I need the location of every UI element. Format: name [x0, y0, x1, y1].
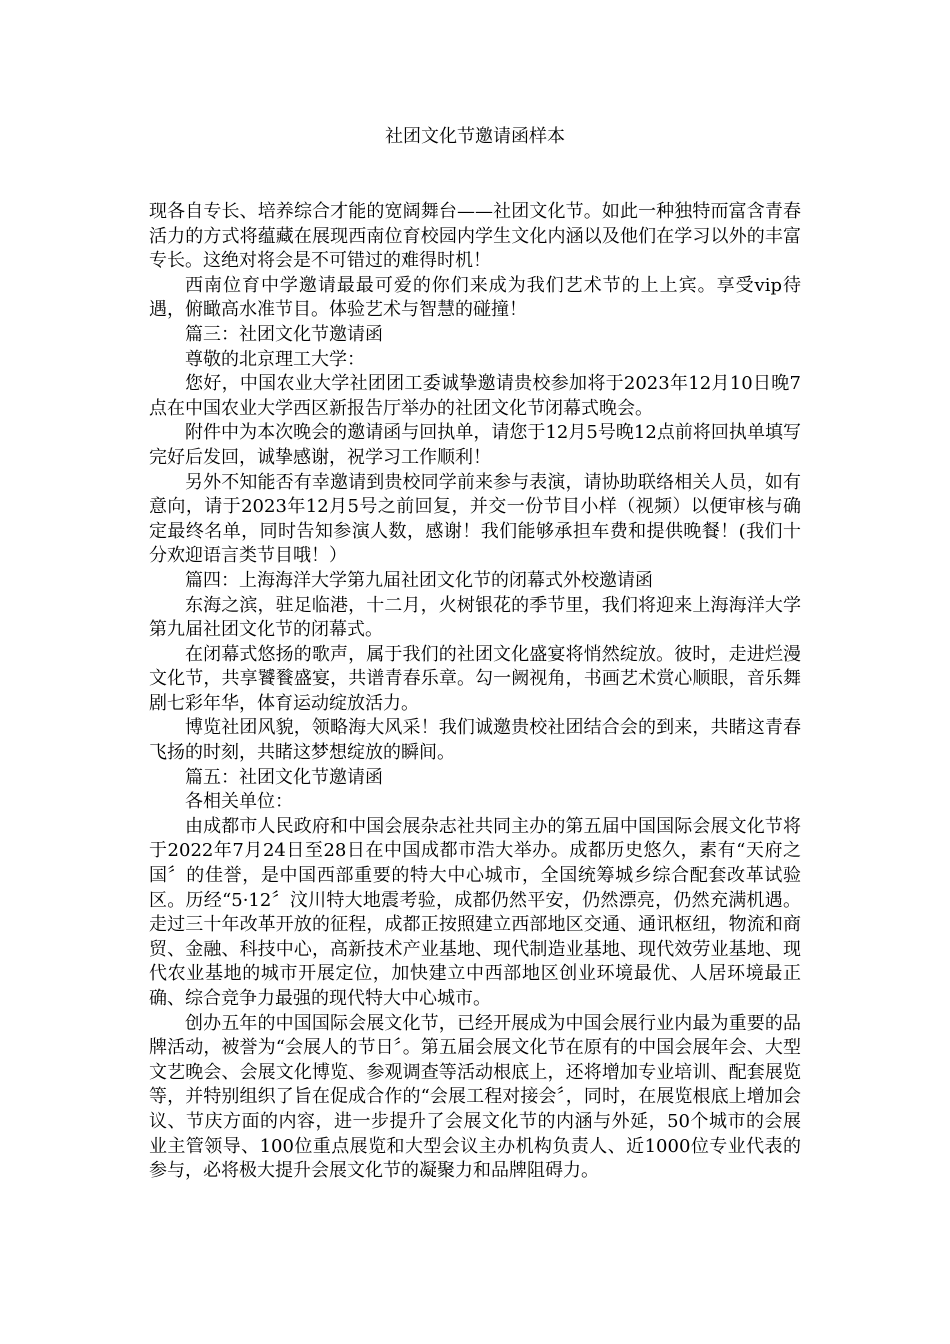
paragraph: 另外不知能否有幸邀请到贵校同学前来参与表演，请协助联络相关人员，如有意向，请于2023年12月5号之前回复，并交一份节目小样（视频）以便审核与确定最终名单，同时告知参演人数，感谢！我们能够承担车费和提供晚餐！(我们十分欢迎语言类节目哦！）	[149, 471, 801, 567]
document-title: 社团文化节邀请函样本	[385, 126, 565, 147]
paragraph: 博览社团风貌，领略海大风采！我们诚邀贵校社团结合会的到来，共睹这青春飞扬的时刻，共睹这梦想绽放的瞬间。	[149, 717, 801, 764]
paragraph: 东海之滨，驻足临港，十二月，火树银花的季节里，我们将迎来上海海洋大学第九届社团文化节的闭幕式。	[149, 594, 801, 641]
paragraph-continuation: 现各自专长、培养综合才能的宽阔舞台——社团文化节。如此一种独特而富含青春活力的方式将蕴藏在展现西南位育校园内学生文化内涵以及他们在学习以外的丰富专长。这绝对将会是不可错过的难得时机！	[149, 201, 801, 272]
paragraph: 西南位育中学邀请最最可爱的你们来成为我们艺术节的上上宾。享受vip待遇，俯瞰高水准节目。体验艺术与智慧的碰撞！	[149, 274, 801, 321]
section-heading: 篇三：社团文化节邀请函	[185, 323, 383, 345]
paragraph: 创办五年的中国国际会展文化节，已经开展成为中国会展行业内最为重要的品牌活动，被誉为“会展人的节日〞。第五届会展文化节在原有的中国会展年会、大型文艺晚会、会展文化博览、参观调查等活动根底上，还将增加专业培训、配套展览等，并特别组织了旨在促成合作的“会展工程对接会〞，同时，在展览根底上增加会议、节庆方面的内容，进一步提升了会展文化节的内涵与外延，50个城市的会展业主管领导、100位重点展览和大型会议主办机构负责人、近1000位专业代表的参与，必将极大提升会展文化节的凝聚力和品牌阻碍力。	[149, 1012, 801, 1182]
section-heading: 篇四：上海海洋大学第九届社团文化节的闭幕式外校邀请函	[185, 569, 653, 591]
document-body	[149, 200, 801, 1184]
paragraph: 附件中为本次晚会的邀请函与回执单，请您于12月5号晚12点前将回执单填写完好后发回，诚挚感谢，祝学习工作顺利！	[149, 422, 801, 468]
paragraph: 您好，中国农业大学社团团工委诚挚邀请贵校参加将于2023年12月10日晚7点在中国农业大学西区新报告厅举办的社团文化节闭幕式晚会。	[149, 373, 801, 419]
section-heading: 篇五：社团文化节邀请函	[185, 766, 383, 788]
salutation: 尊敬的北京理工大学：	[185, 348, 365, 370]
paragraph: 由成都市人民政府和中国会展杂志社共同主办的第五届中国国际会展文化节将于2022年7月24日至28日在中国成都市浩大举办。成都历史悠久，素有“天府之国〞的佳誉，是中国西部重要的特大中心城市，全国统筹城乡综合配套改革试验区。历经“5·12〞汶川特大地震考验，成都仍然平安，仍然漂亮，仍然充满机遇。走过三十年改革开放的征程，成都正按照建立西部地区交通、通讯枢纽，物流和商贸、金融、科技中心，高新技术产业基地、现代制造业基地、现代效劳业基地、现代农业基地的城市开展定位，加快建立中西部地区创业环境最优、人居环境最正确、综合竞争力最强的现代特大中心城市。	[149, 815, 801, 1009]
paragraph: 在闭幕式悠扬的歌声，属于我们的社团文化盛宴将悄然绽放。彼时，走进烂漫文化节，共享饕餮盛宴，共谱青春乐章。勾一阙视角，书画艺术赏心顺眼，音乐舞剧七彩年华，体育运动绽放活力。	[149, 643, 801, 714]
salutation: 各相关单位：	[185, 791, 293, 813]
